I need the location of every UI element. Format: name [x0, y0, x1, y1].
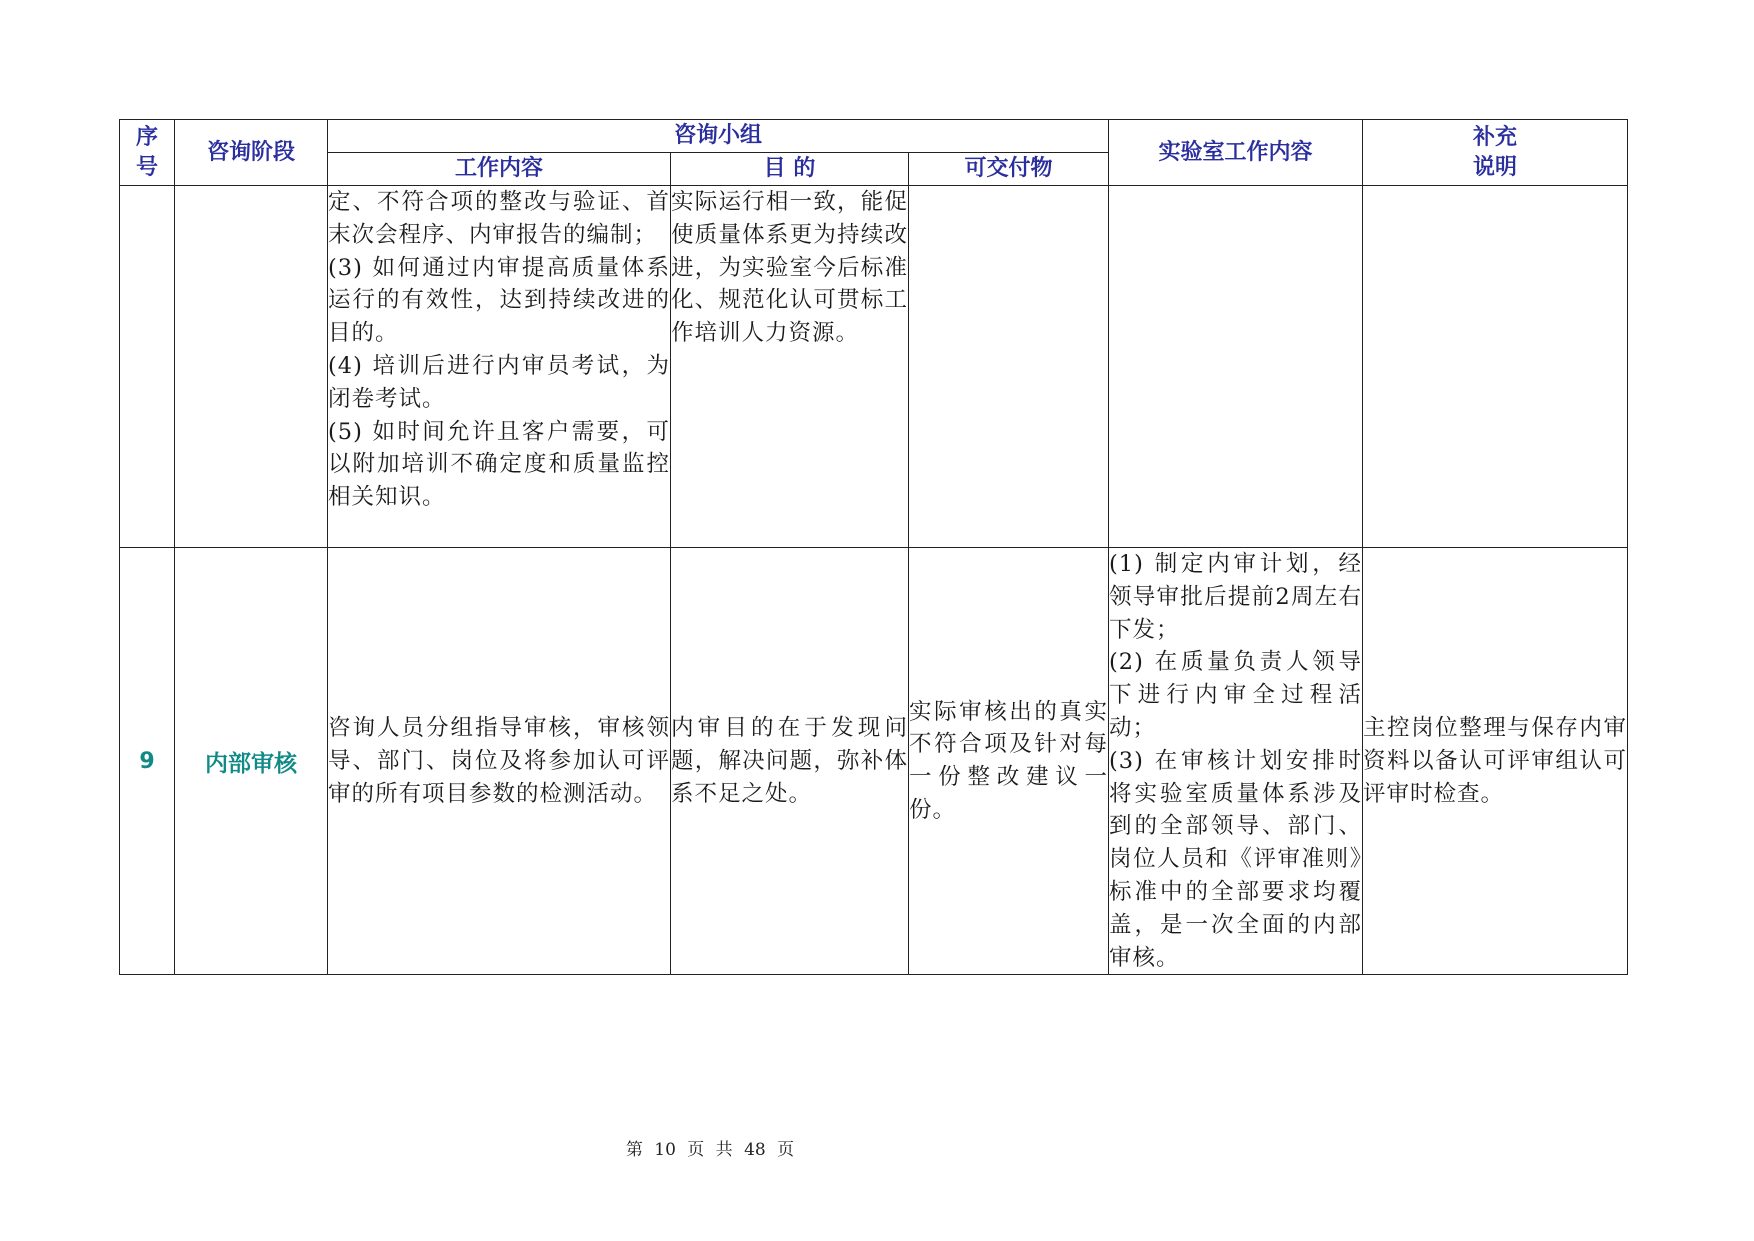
- header-deliverables: 可交付物: [909, 153, 1109, 186]
- row-work-content: 定、不符合项的整改与验证、首末次会程序、内审报告的编制； (3) 如何通过内审提高质量体系运行的有效性，达到持续改进的目的。 (4) 培训后进行内审员考试，为闭卷考试。 (5) 如时间允许且客户需要，可以附加培训不确定度和质量监控相关知识。: [328, 186, 671, 548]
- header-remarks: 补充 说明: [1363, 120, 1628, 186]
- row-remarks: [1363, 186, 1628, 548]
- row-work-content: 咨询人员分组指导审核，审核领导、部门、岗位及将参加认可评审的所有项目参数的检测活动。: [328, 548, 671, 975]
- header-consulting-group: 咨询小组: [328, 120, 1109, 153]
- header-lab-work: 实验室工作内容: [1109, 120, 1363, 186]
- consulting-plan-table: [119, 119, 1628, 975]
- table-row: [120, 548, 1628, 975]
- row-seq: [120, 186, 175, 548]
- row-seq: 9: [120, 548, 175, 975]
- row-lab-work: [1109, 186, 1363, 548]
- row-lab-work: (1) 制定内审计划，经领导审批后提前2周左右下发； (2) 在质量负责人领导下进行内审全过程活动； (3) 在审核计划安排时将实验室质量体系涉及到的全部领导、部门、岗位人员和《评审准则》标准中的全部要求均覆盖，是一次全面的内部审核。: [1109, 548, 1363, 975]
- page-footer: 第 10 页 共 48 页: [625, 1140, 795, 1160]
- header-stage: 咨询阶段: [175, 120, 328, 186]
- row-purpose: 实际运行相一致，能促使质量体系更为持续改进，为实验室今后标准化、规范化认可贯标工作培训人力资源。: [671, 186, 909, 548]
- row-stage: 内部审核: [175, 548, 328, 975]
- header-purpose: 目 的: [671, 153, 909, 186]
- row-deliverables: [909, 186, 1109, 548]
- row-deliverables: 实际审核出的真实不符合项及针对每一份整改建议一份。: [909, 548, 1109, 975]
- row-remarks: 主控岗位整理与保存内审资料以备认可评审组认可评审时检查。: [1363, 548, 1628, 975]
- row-stage: [175, 186, 328, 548]
- table-row: [120, 186, 1628, 548]
- header-seq: 序 号: [120, 120, 175, 186]
- header-work-content: 工作内容: [328, 153, 671, 186]
- row-purpose: 内审目的在于发现问题，解决问题，弥补体系不足之处。: [671, 548, 909, 975]
